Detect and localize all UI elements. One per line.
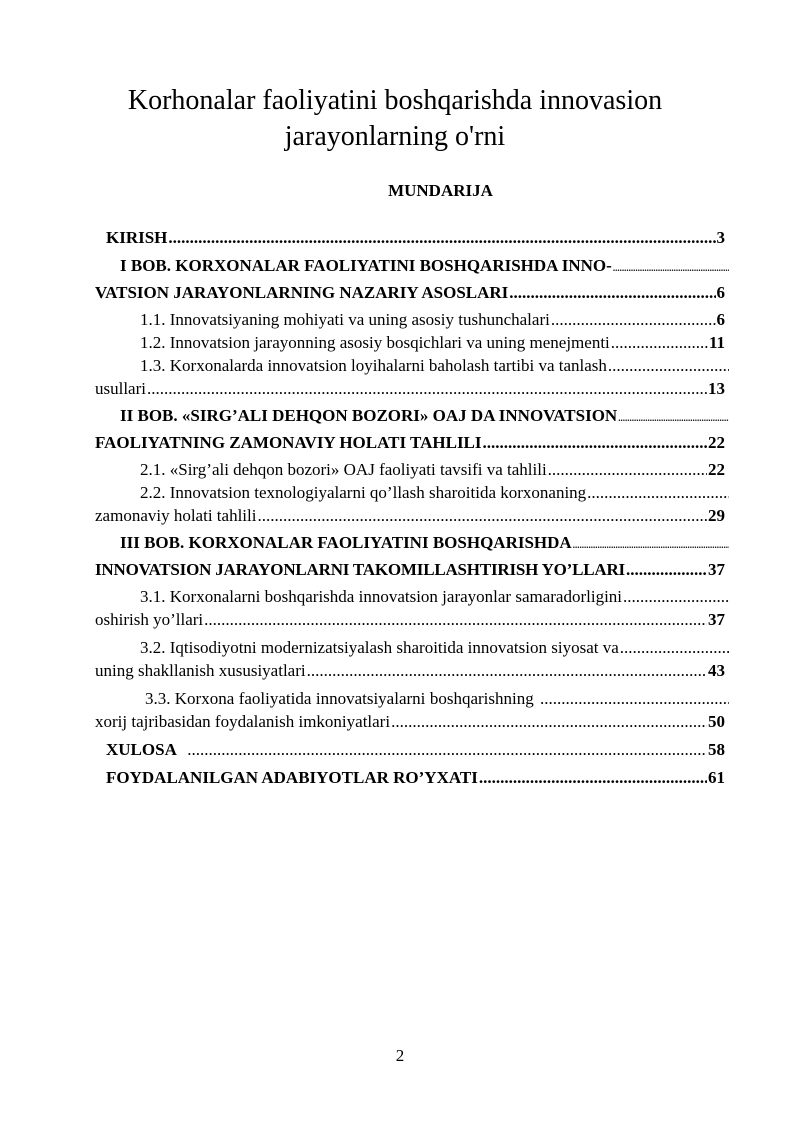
toc-entry-title: FOYDALANILGAN ADABIYOTLAR RO’YXATI — [106, 768, 478, 787]
toc-entry-3-1-line2 — [95, 610, 725, 630]
toc-dot-leader — [204, 610, 707, 630]
toc-dot-leader — [479, 768, 707, 788]
document-title-line-1: Korhonalar faoliyatini boshqarishda innovasion — [127, 85, 663, 116]
toc-dot-leader — [540, 689, 729, 709]
toc-dot-leader — [483, 433, 707, 453]
toc-page-number: 29 — [708, 506, 725, 525]
toc-entry-title: usullari — [95, 379, 146, 398]
toc-dot-leader — [391, 712, 707, 732]
toc-entry-title: 2.1. «Sirg’ali dehqon bozori» OAJ faoliyati tavsifi va tahlili — [140, 460, 547, 479]
toc-dot-leader — [509, 283, 715, 303]
toc-entry-title-word: faoliyatida — [238, 689, 312, 708]
toc-entry-title: VATSION JARAYONLARNING NAZARIY ASOSLARI — [95, 283, 509, 302]
toc-entry-title-word: innovatsiyalarni — [315, 689, 426, 708]
toc-dot-leader — [187, 740, 707, 760]
toc-page-number: 3 — [716, 228, 725, 247]
toc-page-number: 6 — [716, 283, 725, 302]
toc-entry-title: XULOSA — [106, 740, 177, 759]
toc-page-number: 11 — [708, 333, 725, 352]
toc-entry-title: xorij tajribasidan foydalanish imkoniyatlari — [95, 712, 391, 731]
toc-page-number: 37 — [708, 560, 725, 579]
toc-dot-leader — [168, 228, 715, 248]
toc-entry-title-word: boshqarishning — [429, 689, 534, 708]
toc-entry-bob3-line2 — [95, 560, 725, 580]
toc-entry-2-2-line1 — [140, 483, 730, 503]
document-title — [60, 83, 730, 155]
toc-page-number: 50 — [708, 712, 725, 731]
toc-dot-leader — [613, 258, 729, 276]
toc-page-number: 61 — [708, 768, 725, 787]
toc-dot-leader — [626, 560, 707, 580]
toc-page-number: 13 — [708, 379, 725, 398]
toc-dot-leader — [620, 638, 729, 658]
toc-dot-leader — [623, 587, 729, 607]
toc-entry-title: 1.1. Innovatsiyaning mohiyati va uning asosiy tushunchalari — [140, 310, 550, 329]
toc-page-number: 22 — [708, 460, 725, 479]
toc-entry-3-3-line2 — [95, 712, 725, 732]
toc-page-number: 43 — [708, 661, 725, 680]
toc-dot-leader — [611, 333, 708, 353]
document-title-line-2: jarayonlarning o'rni — [284, 121, 506, 152]
toc-dot-leader — [551, 310, 716, 330]
toc-page-number: 37 — [708, 610, 725, 629]
toc-entry-bob2-line1 — [120, 406, 730, 426]
toc-entry-title: zamonaviy holati tahlili — [95, 506, 257, 525]
toc-dot-leader — [573, 535, 729, 553]
toc-entry-title: FAOLIYATNING ZAMONAVIY HOLATI TAHLILI — [95, 433, 482, 452]
toc-entry-title: 1.3. Korxonalarda innovatsion loyihalarni baholash tartibi va tanlash — [140, 356, 607, 375]
toc-entry-title: KIRISH — [106, 228, 168, 247]
toc-entry-kirish — [106, 228, 725, 248]
toc-dot-leader — [257, 506, 707, 526]
toc-entry-title: 3.1. Korxonalarni boshqarishda innovatsion jarayonlar samaradorligini — [140, 587, 623, 606]
toc-entry-2-2-line2 — [95, 506, 725, 526]
toc-entry-title: 1.2. Innovatsion jarayonning asosiy bosqichlari va uning menejmenti — [140, 333, 610, 352]
toc-entry-3-1-line1 — [140, 587, 730, 607]
toc-dot-leader — [608, 356, 729, 376]
toc-entry-2-1 — [140, 460, 725, 480]
toc-page-number: 22 — [708, 433, 725, 452]
toc-page-number: 58 — [708, 740, 725, 759]
toc-entry-title: uning shakllanish xususiyatlari — [95, 661, 306, 680]
toc-entry-adabiyotlar — [106, 768, 725, 788]
toc-entry-bob1-line2 — [95, 283, 725, 303]
toc-entry-3-3-line1 — [145, 689, 730, 709]
toc-entry-xulosa — [106, 740, 725, 760]
toc-dot-leader — [618, 408, 729, 426]
page-number: 2 — [395, 1046, 405, 1065]
toc-entry-bob3-line1 — [120, 533, 730, 553]
toc-entry-1-1 — [140, 310, 725, 330]
toc-entry-1-2 — [140, 333, 725, 353]
toc-entry-3-2-line2 — [95, 661, 725, 681]
toc-entry-1-3-line2 — [95, 379, 725, 399]
toc-dot-leader — [147, 379, 707, 399]
toc-entry-title: 2.2. Innovatsion texnologiyalarni qo’llash sharoitida korxonaning — [140, 483, 587, 502]
toc-entry-title: INNOVATSION JARAYONLARNI TAKOMILLASHTIRISH YO’LLARI — [95, 560, 625, 579]
toc-entry-1-3-line1 — [140, 356, 730, 376]
toc-entry-title: 3.2. Iqtisodiyotni modernizatsiyalash sharoitida innovatsion siyosat va — [140, 638, 619, 657]
toc-page-number: 6 — [716, 310, 725, 329]
toc-entry-title: I BOB. KORXONALAR FAOLIYATINI BOSHQARISHDA INNO- — [120, 256, 612, 275]
toc-entry-title: III BOB. KORXONALAR FAOLIYATINI BOSHQARISHDA — [120, 533, 572, 552]
toc-dot-leader — [548, 460, 707, 480]
toc-entry-bob2-line2 — [95, 433, 725, 453]
toc-dot-leader — [587, 483, 729, 503]
toc-entry-bob1-line1 — [120, 256, 730, 276]
toc-entry-title: II BOB. «SIRG’ALI DEHQON BOZORI» OAJ DA INNOVATSION — [120, 406, 618, 425]
toc-heading: MUNDARIJA — [388, 181, 493, 200]
toc-entry-title-word: 3.3. Korxona — [145, 689, 235, 708]
toc-entry-title: oshirish yo’llari — [95, 610, 204, 629]
toc-entry-3-2-line1 — [140, 638, 730, 658]
toc-dot-leader — [307, 661, 707, 681]
